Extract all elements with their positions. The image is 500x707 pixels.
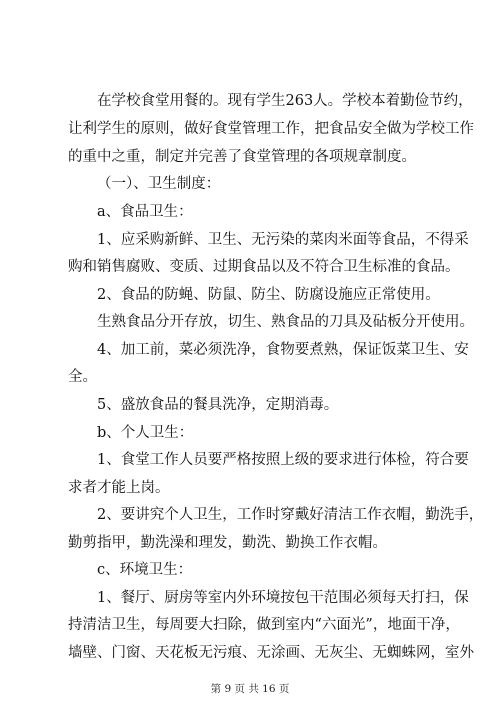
paragraph-line: 全。	[68, 369, 97, 385]
subsection-heading: c、环境卫生：	[97, 562, 193, 578]
paragraph-line: 1、餐厅、厨房等室内外环境按包干范围必须每天打扫，保	[97, 590, 469, 606]
paragraph-line: 4、加工前，菜必须洗净，食物要煮熟，保证饭菜卫生、安	[97, 342, 469, 358]
subsection-heading: b、个人卫生：	[97, 425, 194, 441]
paragraph-line: 2、要讲究个人卫生，工作时穿戴好清洁工作衣帽，勤洗手，	[97, 507, 484, 523]
paragraph-line: 1、食堂工作人员要严格按照上级的要求进行体检，符合要	[97, 452, 469, 468]
paragraph-line: 购和销售腐败、变质、过期食品以及不符合卫生标准的食品。	[68, 259, 460, 275]
paragraph-line: 的重中之重，制定并完善了食堂管理的各项规章制度。	[68, 149, 416, 165]
paragraph-line: 5、盛放食品的餐具洗净，定期消毒。	[97, 397, 339, 413]
paragraph-line: 持清洁卫生，每周要大扫除，做到室内“六面光”，地面干净，	[68, 617, 460, 633]
paragraph-line: 1、应采购新鲜、卫生、无污染的菜肉米面等食品，不得采	[97, 232, 469, 248]
paragraph-line: 墙壁、门窗、天花板无污痕、无涂画、无灰尘、无蜘蛛网，室外	[68, 645, 474, 661]
paragraph-line: 2、食品的防蝇、防鼠、防尘、防腐设施应正常使用。	[97, 287, 440, 303]
paragraph-line: 求者才能上岗。	[68, 480, 170, 496]
paragraph-line: 在学校食堂用餐的。现有学生263人。学校本着勤俭节约，	[97, 93, 473, 109]
paragraph-line: 生熟食品分开存放，切生、熟食品的刀具及砧板分开使用。	[97, 314, 474, 330]
subsection-heading: a、食品卫生：	[97, 204, 193, 220]
page-footer: 第 9 页 共 16 页	[210, 683, 290, 695]
paragraph-line: 勤剪指甲，勤洗澡和理发，勤洗、勤换工作衣帽。	[68, 535, 387, 551]
paragraph-line: 让利学生的原则，做好食堂管理工作，把食品安全做为学校工作	[68, 121, 474, 137]
section-heading: （一）、卫生制度：	[97, 176, 221, 192]
